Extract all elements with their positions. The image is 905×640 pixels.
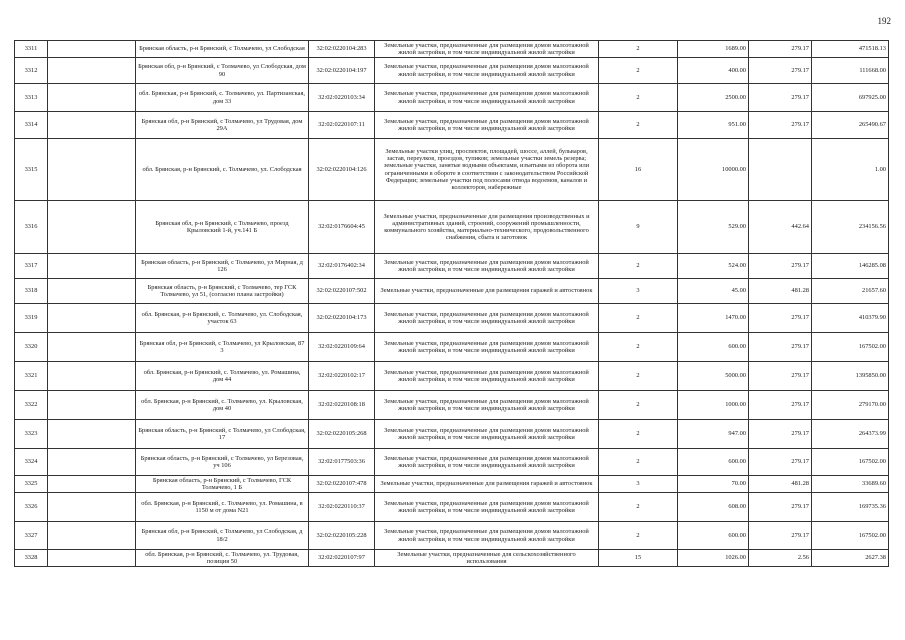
permitted-use-cell: Земельные участки, предназначенные для сельскохозяйственного использования [375, 550, 599, 567]
specific-value-cell [749, 139, 812, 201]
use-group-code-cell: 2 [599, 391, 678, 420]
use-group-code-cell: 9 [599, 201, 678, 254]
empty-cell [48, 522, 136, 550]
permitted-use-cell: Земельные участки, предназначенные для размещения домов малоэтажной жилой застройки, в том числе индивидуальной жилой застройки [375, 391, 599, 420]
cadastral-number-cell: 32:02:0220105:228 [309, 522, 375, 550]
use-group-code-cell: 3 [599, 476, 678, 493]
row-number-cell: 3322 [15, 391, 48, 420]
specific-value-cell: 279.17 [749, 391, 812, 420]
cadastral-number-cell: 32:02:0220107:11 [309, 112, 375, 139]
area-cell: 1689.00 [678, 41, 749, 58]
use-group-code-cell: 2 [599, 333, 678, 362]
permitted-use-cell: Земельные участки, предназначенные для размещения домов малоэтажной жилой застройки, в том числе индивидуальной жилой застройки [375, 112, 599, 139]
specific-value-cell: 279.17 [749, 493, 812, 522]
cadastral-value-cell: 146285.08 [812, 254, 889, 279]
table-row [15, 420, 889, 449]
address-cell: Брянская обл, р-н Брянский, с Толмачево, ул Трудовая, дом 29А [136, 112, 309, 139]
empty-cell [48, 201, 136, 254]
address-cell: Брянская область, р-н Брянский, с Толмачево, ул Березовая, уч 106 [136, 449, 309, 476]
permitted-use-cell: Земельные участки, предназначенные для размещения производственных и административных зданий, строений, сооружений промышленности, коммунального хозяйства, материально-технического, продовольственного снабжения, сбыта и заготовок [375, 201, 599, 254]
area-cell: 600.00 [678, 333, 749, 362]
use-group-code-cell: 2 [599, 254, 678, 279]
address-cell: Брянская область, р-н Брянский, с Толмачево, тер ГСК Толмачево, ул 51, (согласно плана застройки) [136, 279, 309, 304]
table-row [15, 476, 889, 493]
use-group-code-cell: 2 [599, 449, 678, 476]
address-cell: Брянская область, р-н Брянский, с Толмачево, ГСК Толмачево, 1 Б [136, 476, 309, 493]
address-cell: обл. Брянская, р-н Брянский, с. Толмачево, ул. Слободская, участок 63 [136, 304, 309, 333]
cadastral-number-cell: 32:02:0220104:126 [309, 139, 375, 201]
specific-value-cell: 279.17 [749, 58, 812, 84]
table-body [15, 41, 889, 567]
row-number-cell: 3316 [15, 201, 48, 254]
use-group-code-cell: 16 [599, 139, 678, 201]
address-cell: Брянская область, р-н Брянский, с Толмачево, ул Слободская, 17 [136, 420, 309, 449]
cadastral-number-cell: 32:02:0220107:97 [309, 550, 375, 567]
cadastral-value-cell: 167502.00 [812, 522, 889, 550]
area-cell: 2500.00 [678, 84, 749, 112]
table-row [15, 362, 889, 391]
cadastral-number-cell: 32:02:0220103:34 [309, 84, 375, 112]
address-cell: обл. Брянская, р-н Брянский, с. Толмачево, ул. Крыловская, дом 40 [136, 391, 309, 420]
row-number-cell: 3325 [15, 476, 48, 493]
permitted-use-cell: Земельные участки, предназначенные для размещения домов малоэтажной жилой застройки, в том числе индивидуальной жилой застройки [375, 449, 599, 476]
cadastral-value-cell: 33689.60 [812, 476, 889, 493]
area-cell: 1000.00 [678, 391, 749, 420]
permitted-use-cell: Земельные участки, предназначенные для размещения домов малоэтажной жилой застройки, в том числе индивидуальной жилой застройки [375, 522, 599, 550]
specific-value-cell: 279.17 [749, 522, 812, 550]
table-row [15, 550, 889, 567]
table-row [15, 139, 889, 201]
cadastral-value-cell: 1395850.00 [812, 362, 889, 391]
table-row [15, 41, 889, 58]
address-cell: обл. Брянская, р-н Брянский, с. Толмачево, ул. Ромашина, дом 44 [136, 362, 309, 391]
permitted-use-cell: Земельные участки, предназначенные для размещения домов малоэтажной жилой застройки, в том числе индивидуальной жилой застройки [375, 84, 599, 112]
area-cell: 524.00 [678, 254, 749, 279]
specific-value-cell: 279.17 [749, 333, 812, 362]
area-cell: 1470.00 [678, 304, 749, 333]
address-cell: обл. Брянская, р-н Брянский, с. Толмачево, ул. Ромашина, в 1150 м от дома N21 [136, 493, 309, 522]
specific-value-cell: 279.17 [749, 449, 812, 476]
cadastral-number-cell: 32:02:0220107:478 [309, 476, 375, 493]
use-group-code-cell: 2 [599, 58, 678, 84]
cadastral-value-cell: 234156.56 [812, 201, 889, 254]
cadastral-number-cell: 32:02:0176604:45 [309, 201, 375, 254]
empty-cell [48, 476, 136, 493]
empty-cell [48, 304, 136, 333]
cadastral-value-cell: 2627.38 [812, 550, 889, 567]
address-cell: Брянская область, р-н Брянский, с Толмачево, ул Мирная, д 126 [136, 254, 309, 279]
use-group-code-cell: 15 [599, 550, 678, 567]
specific-value-cell: 279.17 [749, 41, 812, 58]
specific-value-cell: 279.17 [749, 304, 812, 333]
use-group-code-cell: 2 [599, 41, 678, 58]
row-number-cell: 3328 [15, 550, 48, 567]
address-cell: обл. Брянская, р-н Брянский, с. Толмачево, ул. Партизанская, дом 33 [136, 84, 309, 112]
empty-cell [48, 41, 136, 58]
row-number-cell: 3318 [15, 279, 48, 304]
cadastral-value-cell: 279170.00 [812, 391, 889, 420]
area-cell: 400.00 [678, 58, 749, 84]
permitted-use-cell: Земельные участки, предназначенные для размещения домов малоэтажной жилой застройки, в том числе индивидуальной жилой застройки [375, 41, 599, 58]
empty-cell [48, 58, 136, 84]
cadastral-value-table [14, 40, 889, 567]
use-group-code-cell: 2 [599, 420, 678, 449]
empty-cell [48, 84, 136, 112]
table-row [15, 254, 889, 279]
cadastral-number-cell: 32:02:0220107:502 [309, 279, 375, 304]
cadastral-value-cell: 1.00 [812, 139, 889, 201]
use-group-code-cell: 2 [599, 84, 678, 112]
address-cell: Брянская обл, р-н Брянский, с Толмачево, ул Слободская, д 18/2 [136, 522, 309, 550]
row-number-cell: 3317 [15, 254, 48, 279]
area-cell: 70.00 [678, 476, 749, 493]
row-number-cell: 3327 [15, 522, 48, 550]
row-number-cell: 3324 [15, 449, 48, 476]
permitted-use-cell: Земельные участки улиц, проспектов, площадей, шоссе, аллей, бульваров, застав, переулков, проездов, тупиков; земельные участки земель резерва; земельные участки, занятые водными объектами, изъятыми из оборота или ограниченными в обороте в соответствии с законодательством Российской Федерации; земельные участки под полосами отвода водоемов, каналов и коллекторов, набережные [375, 139, 599, 201]
cadastral-number-cell: 32:02:0220108:18 [309, 391, 375, 420]
permitted-use-cell: Земельные участки, предназначенные для размещения гаражей и автостоянок [375, 279, 599, 304]
use-group-code-cell: 2 [599, 304, 678, 333]
use-group-code-cell: 2 [599, 493, 678, 522]
empty-cell [48, 362, 136, 391]
address-cell: Брянская обл, р-н Брянский, с Толмачево, проезд Крыловский 1-й, уч.141 Б [136, 201, 309, 254]
row-number-cell: 3314 [15, 112, 48, 139]
row-number-cell: 3313 [15, 84, 48, 112]
permitted-use-cell: Земельные участки, предназначенные для размещения домов малоэтажной жилой застройки, в том числе индивидуальной жилой застройки [375, 58, 599, 84]
page-number: 192 [877, 16, 891, 26]
specific-value-cell: 442.64 [749, 201, 812, 254]
table-row [15, 58, 889, 84]
permitted-use-cell: Земельные участки, предназначенные для размещения домов малоэтажной жилой застройки, в том числе индивидуальной жилой застройки [375, 304, 599, 333]
use-group-code-cell: 2 [599, 522, 678, 550]
address-cell: обл. Брянская, р-н Брянский, с. Толмачево, ул. Трудовая, позиция 50 [136, 550, 309, 567]
cadastral-number-cell: 32:02:0220104:283 [309, 41, 375, 58]
area-cell: 600.00 [678, 522, 749, 550]
use-group-code-cell: 2 [599, 362, 678, 391]
specific-value-cell: 279.17 [749, 362, 812, 391]
table-row [15, 522, 889, 550]
specific-value-cell: 279.17 [749, 254, 812, 279]
area-cell: 608.00 [678, 493, 749, 522]
empty-cell [48, 550, 136, 567]
permitted-use-cell: Земельные участки, предназначенные для размещения домов малоэтажной жилой застройки, в том числе индивидуальной жилой застройки [375, 420, 599, 449]
permitted-use-cell: Земельные участки, предназначенные для размещения домов малоэтажной жилой застройки, в том числе индивидуальной жилой застройки [375, 333, 599, 362]
specific-value-cell: 481.28 [749, 476, 812, 493]
table-row [15, 493, 889, 522]
permitted-use-cell: Земельные участки, предназначенные для размещения гаражей и автостоянок [375, 476, 599, 493]
cadastral-number-cell: 32:02:0220110:37 [309, 493, 375, 522]
cadastral-value-cell: 410379.90 [812, 304, 889, 333]
use-group-code-cell: 3 [599, 279, 678, 304]
cadastral-value-cell: 167502.00 [812, 449, 889, 476]
table-row [15, 84, 889, 112]
empty-cell [48, 139, 136, 201]
empty-cell [48, 420, 136, 449]
permitted-use-cell: Земельные участки, предназначенные для размещения домов малоэтажной жилой застройки, в том числе индивидуальной жилой застройки [375, 493, 599, 522]
cadastral-number-cell: 32:02:0220102:17 [309, 362, 375, 391]
area-cell: 600.00 [678, 449, 749, 476]
cadastral-number-cell: 32:02:0220104:197 [309, 58, 375, 84]
row-number-cell: 3323 [15, 420, 48, 449]
address-cell: Брянская обл, р-н Брянский, с Толмачево, ул Слободская, дом 90 [136, 58, 309, 84]
cadastral-number-cell: 32:02:0220109:64 [309, 333, 375, 362]
table-row [15, 449, 889, 476]
empty-cell [48, 279, 136, 304]
specific-value-cell: 279.17 [749, 84, 812, 112]
cadastral-value-cell: 169735.36 [812, 493, 889, 522]
use-group-code-cell: 2 [599, 112, 678, 139]
empty-cell [48, 391, 136, 420]
empty-cell [48, 449, 136, 476]
table-row [15, 304, 889, 333]
cadastral-value-cell: 167502.00 [812, 333, 889, 362]
row-number-cell: 3315 [15, 139, 48, 201]
specific-value-cell: 2.56 [749, 550, 812, 567]
row-number-cell: 3319 [15, 304, 48, 333]
table-row [15, 279, 889, 304]
cadastral-number-cell: 32:02:0177503:36 [309, 449, 375, 476]
row-number-cell: 3312 [15, 58, 48, 84]
area-cell: 45.00 [678, 279, 749, 304]
cadastral-value-cell: 21657.60 [812, 279, 889, 304]
cadastral-value-cell: 264373.99 [812, 420, 889, 449]
table-row [15, 112, 889, 139]
row-number-cell: 3326 [15, 493, 48, 522]
address-cell: Брянская обл, р-н Брянский, с Толмачево, ул Крыловская, 87 3 [136, 333, 309, 362]
row-number-cell: 3311 [15, 41, 48, 58]
empty-cell [48, 493, 136, 522]
empty-cell [48, 254, 136, 279]
address-cell: обл. Брянская, р-н Брянский, с. Толмачево, ул. Слободская [136, 139, 309, 201]
area-cell: 529.00 [678, 201, 749, 254]
cadastral-number-cell: 32:02:0220104:173 [309, 304, 375, 333]
permitted-use-cell: Земельные участки, предназначенные для размещения домов малоэтажной жилой застройки, в том числе индивидуальной жилой застройки [375, 254, 599, 279]
area-cell: 947.00 [678, 420, 749, 449]
empty-cell [48, 112, 136, 139]
row-number-cell: 3321 [15, 362, 48, 391]
table-row [15, 391, 889, 420]
area-cell: 951.00 [678, 112, 749, 139]
specific-value-cell: 481.28 [749, 279, 812, 304]
specific-value-cell: 279.17 [749, 420, 812, 449]
cadastral-number-cell: 32:02:0220105:268 [309, 420, 375, 449]
cadastral-value-cell: 265490.67 [812, 112, 889, 139]
cadastral-value-cell: 697925.00 [812, 84, 889, 112]
specific-value-cell: 279.17 [749, 112, 812, 139]
address-cell: Брянская область, р-н Брянский, с Толмачево, ул Слободская [136, 41, 309, 58]
table-row [15, 333, 889, 362]
empty-cell [48, 333, 136, 362]
permitted-use-cell: Земельные участки, предназначенные для размещения домов малоэтажной жилой застройки, в том числе индивидуальной жилой застройки [375, 362, 599, 391]
cadastral-number-cell: 32:02:0176402:34 [309, 254, 375, 279]
area-cell: 10000.00 [678, 139, 749, 201]
cadastral-value-cell: 471518.13 [812, 41, 889, 58]
row-number-cell: 3320 [15, 333, 48, 362]
table-row [15, 201, 889, 254]
cadastral-value-cell: 111668.00 [812, 58, 889, 84]
area-cell: 5000.00 [678, 362, 749, 391]
area-cell: 1026.00 [678, 550, 749, 567]
